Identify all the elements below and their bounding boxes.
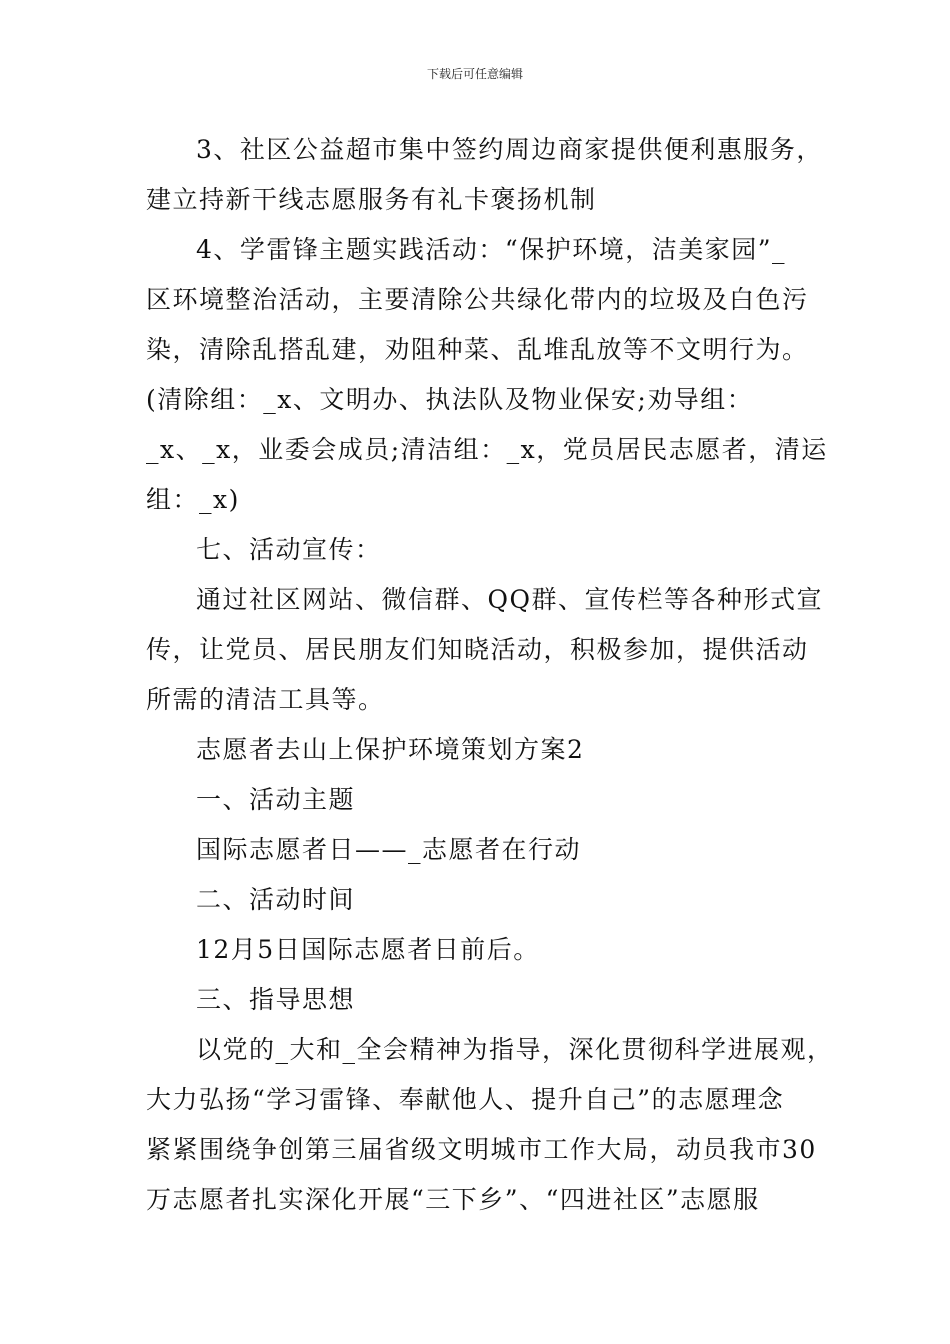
paragraph-line: 传，让党员、居民朋友们知晓活动，积极参加，提供活动 [146,635,809,664]
document-title: 志愿者去山上保护环境策划方案2 [196,735,585,764]
paragraph-line: 万志愿者扎实深化开展“三下乡”、“四进社区”志愿服 [146,1185,760,1214]
section-heading: 三、指导思想 [196,985,356,1014]
paragraph-line: 组：_x) [146,485,240,514]
paragraph-line: 建立持新干线志愿服务有礼卡褒扬机制 [146,185,597,214]
paragraph-line: 所需的清洁工具等。 [146,685,385,714]
paragraph-line: 3、社区公益超市集中签约周边商家提供便利惠服务， [196,135,823,164]
section-heading: 一、活动主题 [196,785,356,814]
paragraph-line: 4、学雷锋主题实践活动：“保护环境，洁美家园”_ [196,235,786,264]
paragraph-line: 以党的_大和_全会精神为指导，深化贯彻科学进展观， [196,1035,834,1064]
paragraph-line: (清除组：_x、文明办、执法队及物业保安;劝导组： [146,385,754,414]
paragraph-line: 12月5日国际志愿者日前后。 [196,935,540,964]
paragraph-line: _x、_x，业委会成员;清洁组：_x，党员居民志愿者，清运 [146,435,828,464]
section-heading: 二、活动时间 [196,885,356,914]
paragraph-line: 国际志愿者日——_志愿者在行动 [196,835,582,864]
paragraph-line: 大力弘扬“学习雷锋、奉献他人、提升自己”的志愿理念 [146,1085,785,1114]
paragraph-line: 紧紧围绕争创第三届省级文明城市工作大局，动员我市30 [146,1135,817,1164]
section-heading: 七、活动宣传： [196,535,382,564]
paragraph-line: 通过社区网站、微信群、QQ群、宣传栏等各种形式宣 [196,585,823,614]
paragraph-line: 区环境整治活动，主要清除公共绿化带内的垃圾及白色污 [146,285,809,314]
paragraph-line: 染，清除乱搭乱建，劝阻种菜、乱堆乱放等不文明行为。 [146,335,809,364]
page-header: 下载后可任意编辑 [426,67,523,81]
